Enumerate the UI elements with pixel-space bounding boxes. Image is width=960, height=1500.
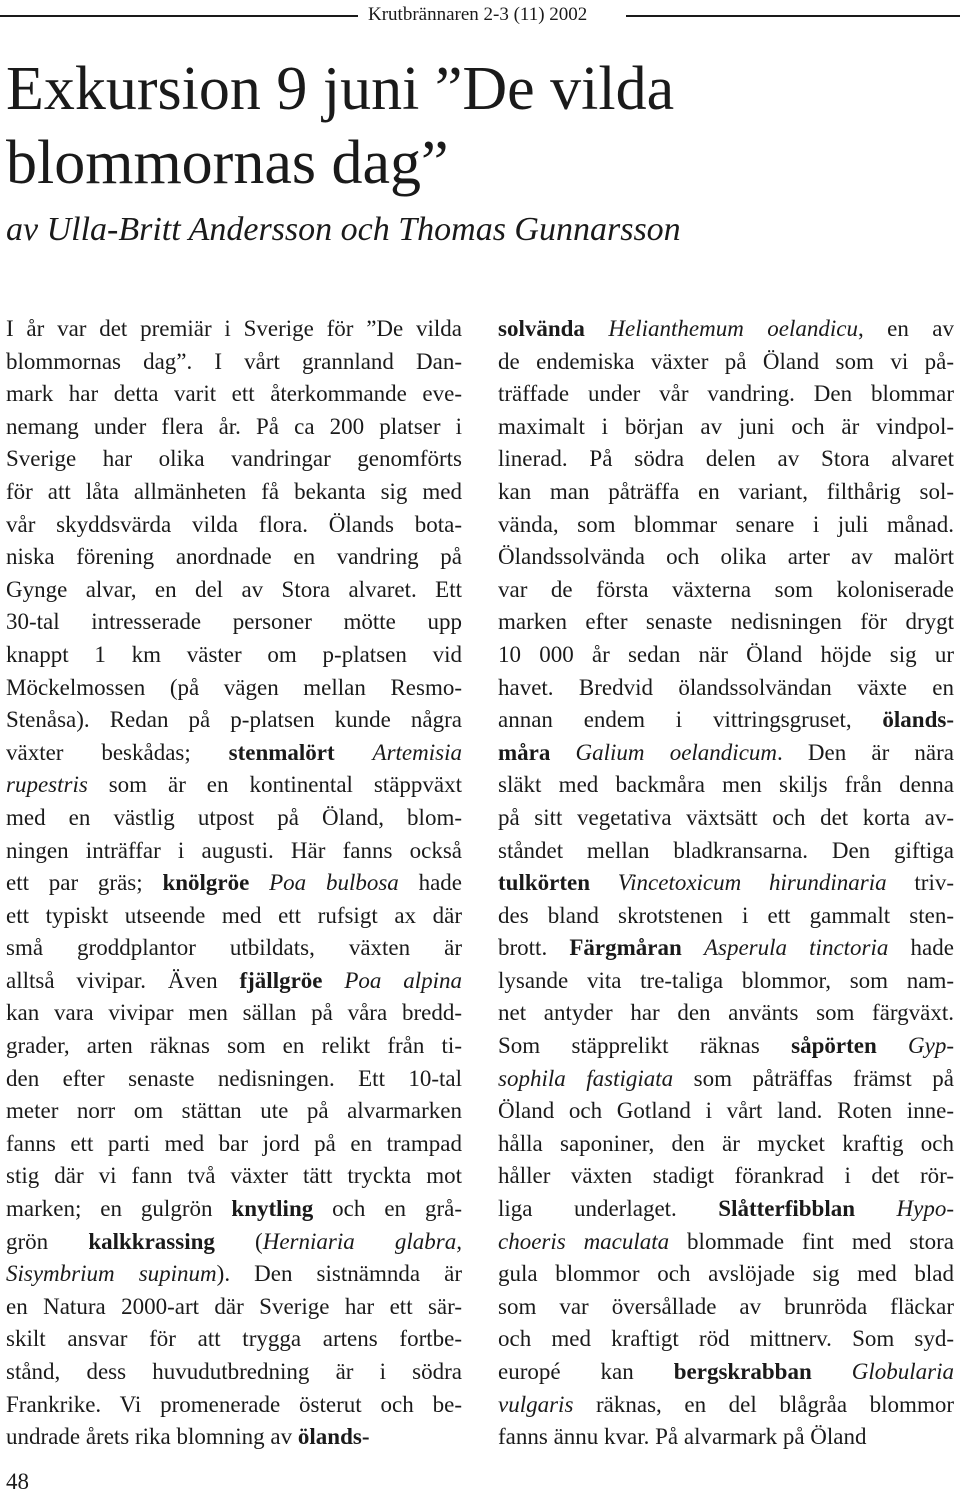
text-run bbox=[249, 870, 269, 895]
text-line bbox=[6, 606, 462, 639]
text-line bbox=[6, 1291, 462, 1324]
text-run: , en av bbox=[857, 316, 955, 341]
latin-name-italic: Poa alpina bbox=[344, 967, 462, 993]
text-line bbox=[498, 1160, 954, 1193]
text-run: blommade fint med stora bbox=[669, 1228, 954, 1254]
text-run: som var översållade av brunröda fläckar bbox=[498, 1293, 954, 1319]
text-line bbox=[6, 574, 462, 607]
text-run: och en grå- bbox=[313, 1196, 462, 1222]
body-column-right bbox=[498, 313, 954, 1454]
text-line bbox=[6, 1389, 462, 1422]
text-run: europé kan bbox=[498, 1359, 674, 1384]
text-run: för att låta allmänheten få bekanta sig med bbox=[6, 478, 462, 504]
text-line bbox=[6, 411, 462, 444]
latin-name-italic: choeris maculata bbox=[498, 1228, 670, 1254]
text-line bbox=[6, 997, 462, 1030]
species-name-bold: fjällgröe bbox=[239, 967, 323, 993]
text-run: kan man påträffa en variant, filthårig sol- bbox=[498, 478, 954, 504]
text-line bbox=[498, 476, 954, 509]
text-line bbox=[6, 541, 462, 574]
text-line bbox=[498, 1291, 954, 1324]
body-column-left bbox=[6, 313, 462, 1454]
text-line bbox=[498, 1193, 954, 1226]
text-line bbox=[6, 1128, 462, 1161]
text-run: marken; en gulgrön bbox=[6, 1196, 232, 1222]
text-run: var de första växterna som koloniserade bbox=[498, 576, 954, 602]
species-name-bold: knytling bbox=[231, 1196, 314, 1222]
text-line bbox=[498, 704, 954, 737]
text-run: lysande vita tre-taliga blommor, som nam- bbox=[498, 967, 954, 993]
text-run: på sitt vegetativa växtsätt och det korta av- bbox=[498, 804, 954, 830]
text-run: gula blommor och avslöjade sig med blad bbox=[498, 1261, 954, 1287]
species-name-bold: tulkörten bbox=[498, 870, 590, 896]
text-run: vår skyddsvärda vilda flora. Ölands bota- bbox=[6, 511, 462, 537]
text-run: knappt 1 km väster om p-platsen vid bbox=[6, 641, 462, 667]
text-line bbox=[498, 1323, 954, 1356]
text-run: hade bbox=[888, 935, 954, 961]
text-line bbox=[6, 1095, 462, 1128]
text-run: med en västlig utpost på Öland, blom- bbox=[6, 804, 462, 830]
text-line bbox=[498, 737, 954, 770]
text-run bbox=[877, 1033, 908, 1058]
text-run: I år var det premiär i Sverige för ”De vilda bbox=[6, 316, 462, 341]
text-line bbox=[498, 574, 954, 607]
species-name-bold: ölands- bbox=[882, 707, 954, 733]
text-line bbox=[6, 639, 462, 672]
text-run: grön bbox=[6, 1228, 89, 1254]
text-line bbox=[498, 997, 954, 1030]
page-number: 48 bbox=[6, 1469, 29, 1494]
article-title-line-1: Exkursion 9 juni ”De vilda bbox=[6, 55, 675, 123]
text-line bbox=[6, 378, 462, 411]
text-run bbox=[323, 968, 345, 993]
header-rule-right bbox=[626, 15, 960, 17]
text-run: släkt med backmåra men skiljs från denna bbox=[498, 772, 954, 798]
text-run: des bland skrotstenen i ett gammalt sten- bbox=[498, 902, 954, 928]
latin-name-italic: Sisymbrium supinum bbox=[6, 1261, 217, 1287]
text-line bbox=[498, 541, 954, 574]
latin-name-italic: Hypo- bbox=[896, 1196, 955, 1222]
text-run: fanns ett parti med bar jord på en trampad bbox=[6, 1130, 462, 1156]
latin-name-italic: Globularia bbox=[851, 1359, 954, 1384]
latin-name-italic: sophila fastigiata bbox=[498, 1065, 674, 1091]
text-run: maximalt i början av juni och är vindpol- bbox=[498, 413, 954, 439]
article-title-line-2: blommornas dag” bbox=[6, 129, 449, 197]
text-run: net antyder har den använts som färgväxt. bbox=[498, 1000, 954, 1026]
text-run: ett par gräs; bbox=[6, 870, 163, 896]
text-run: skilt ansvar för att trygga artens fortbe- bbox=[6, 1326, 462, 1352]
text-run: hade bbox=[398, 870, 463, 896]
text-line bbox=[498, 900, 954, 933]
latin-name-italic: Poa bulbosa bbox=[269, 870, 399, 896]
text-run: triv- bbox=[886, 870, 955, 896]
text-line bbox=[498, 1258, 954, 1291]
text-run: mark har detta varit ett återkommande eve- bbox=[6, 381, 462, 407]
text-line bbox=[498, 1095, 954, 1128]
text-run: räknas, en del blågråa blommor bbox=[573, 1391, 954, 1417]
text-run: ). Den sistnämnda är bbox=[216, 1261, 462, 1287]
text-run: och med kraftigt röd mittnerv. Som syd- bbox=[498, 1326, 954, 1352]
text-run bbox=[590, 870, 618, 895]
text-line bbox=[498, 932, 954, 965]
running-header bbox=[0, 4, 960, 28]
text-line bbox=[498, 443, 954, 476]
text-line bbox=[498, 672, 954, 705]
species-name-bold: bergskrabban bbox=[673, 1359, 812, 1384]
text-line bbox=[6, 867, 462, 900]
text-line bbox=[6, 1160, 462, 1193]
text-line bbox=[498, 1389, 954, 1422]
journal-issue: Krutbrännaren 2-3 (11) 2002 bbox=[368, 4, 588, 25]
text-run: de endemiska växter på Öland som vi på- bbox=[498, 348, 954, 374]
text-run: 10 000 år sedan när Öland höjde sig ur bbox=[498, 641, 954, 667]
text-line bbox=[6, 476, 462, 509]
text-run: kan vara vivipar men sällan på våra bredd- bbox=[6, 1000, 462, 1026]
text-line bbox=[6, 835, 462, 868]
text-line bbox=[6, 1356, 462, 1389]
text-run: Gynge alvar, en del av Stora alvaret. Ett bbox=[6, 576, 462, 602]
text-line bbox=[6, 900, 462, 933]
text-run bbox=[812, 1359, 852, 1384]
species-name-bold: ölands- bbox=[297, 1424, 370, 1450]
text-line bbox=[498, 1356, 954, 1389]
text-run: . Den är nära bbox=[777, 739, 955, 765]
text-run: brott. bbox=[498, 935, 570, 961]
article-title bbox=[6, 52, 946, 200]
species-name-bold: såpörten bbox=[791, 1033, 877, 1059]
latin-name-italic: Gyp- bbox=[908, 1033, 955, 1059]
text-line bbox=[498, 835, 954, 868]
text-run: Som stäpprelikt räknas bbox=[498, 1033, 792, 1059]
text-run: 30-tal intresserade personer mötte upp bbox=[6, 609, 462, 635]
text-line bbox=[6, 509, 462, 542]
text-line bbox=[498, 1030, 954, 1063]
text-run: Sverige har olika vandringar genomförts bbox=[6, 446, 462, 472]
text-line bbox=[498, 639, 954, 672]
species-name-bold: kalkkrassing bbox=[88, 1228, 215, 1254]
species-name-bold: Slåtterfibblan bbox=[718, 1196, 856, 1222]
text-run: marken efter senaste nedisningen för drygt bbox=[498, 609, 954, 635]
text-line bbox=[6, 737, 462, 770]
text-line bbox=[6, 704, 462, 737]
text-line bbox=[6, 346, 462, 379]
text-run: träffade under vår vandring. Den blommar bbox=[498, 381, 954, 407]
text-line bbox=[6, 932, 462, 965]
text-run: Stenåsa). Redan på p-platsen kunde några bbox=[6, 707, 462, 733]
text-line bbox=[6, 1421, 462, 1454]
text-run bbox=[335, 740, 373, 765]
text-run: som påträffas främst på bbox=[673, 1065, 954, 1091]
text-run: stig där vi fann två växter tätt tryckta mot bbox=[6, 1163, 462, 1189]
text-run: stånd, dess huvudutbredning är i södra bbox=[6, 1359, 462, 1384]
text-run: nemang under flera år. På ca 200 platser i bbox=[6, 413, 462, 439]
text-line bbox=[6, 1063, 462, 1096]
text-run bbox=[855, 1196, 897, 1221]
text-run: ett typiskt utseende med ett rufsigt ax där bbox=[6, 902, 462, 928]
text-line bbox=[498, 1421, 954, 1454]
text-run: havet. Bredvid ölandssolvändan växte en bbox=[498, 674, 954, 700]
text-line bbox=[6, 802, 462, 835]
text-run: linerad. På södra delen av Stora alvaret bbox=[498, 446, 954, 472]
latin-name-italic: Galium oelandicum bbox=[575, 739, 778, 765]
header-rule-left bbox=[0, 15, 358, 17]
text-line bbox=[498, 313, 954, 346]
text-line bbox=[6, 672, 462, 705]
text-run: små groddplantor utbildats, växten är bbox=[6, 935, 462, 961]
latin-name-italic: vulgaris bbox=[498, 1391, 574, 1417]
latin-name-italic: Artemisia bbox=[372, 739, 462, 765]
text-run: som är en kontinental stäppväxt bbox=[87, 772, 462, 798]
text-run: ståndet mellan bladkransarna. Den giftiga bbox=[498, 837, 954, 863]
text-run: ( bbox=[214, 1228, 263, 1254]
latin-name-italic: Vincetoxicum hirundinaria bbox=[617, 870, 887, 896]
text-line bbox=[6, 1323, 462, 1356]
text-run: fanns ännu kvar. På alvarmark på Öland bbox=[498, 1424, 867, 1450]
text-line bbox=[498, 346, 954, 379]
text-line bbox=[6, 1258, 462, 1291]
text-run: vända, som blommar senare i juli månad. bbox=[498, 511, 954, 537]
text-run: Frankrike. Vi promenerade österut och be- bbox=[6, 1391, 462, 1417]
species-name-bold: Färgmåran bbox=[569, 935, 682, 961]
text-line bbox=[498, 509, 954, 542]
text-line bbox=[498, 1063, 954, 1096]
text-run: Öland och Gotland i vårt land. Roten inne- bbox=[498, 1098, 954, 1124]
text-run bbox=[585, 316, 608, 341]
text-line bbox=[6, 1193, 462, 1226]
species-name-bold: måra bbox=[498, 739, 551, 765]
text-line bbox=[498, 965, 954, 998]
text-line bbox=[6, 443, 462, 476]
text-run: blommornas dag”. I vårt grannland Dan- bbox=[6, 348, 462, 374]
text-run: håller växten stadigt förankrad i det rör- bbox=[498, 1163, 954, 1189]
text-run: ningen inträffar i augusti. Här fanns också bbox=[6, 837, 462, 863]
text-line bbox=[6, 1030, 462, 1063]
text-line bbox=[6, 1226, 462, 1259]
text-run: grader, arten räknas som en relikt från ti- bbox=[6, 1033, 462, 1059]
latin-name-italic: Asperula tinctoria bbox=[703, 935, 889, 961]
latin-name-italic: rupestris bbox=[6, 772, 88, 798]
text-line bbox=[498, 769, 954, 802]
text-run: den efter senaste nedisningen. Ett 10-tal bbox=[6, 1065, 462, 1091]
text-run: meter norr om stättan ute på alvarmarken bbox=[6, 1098, 462, 1124]
text-line bbox=[498, 867, 954, 900]
text-run: annan endem i vittringsgruset, bbox=[498, 707, 883, 733]
species-name-bold: stenmalört bbox=[228, 739, 335, 765]
text-line bbox=[498, 606, 954, 639]
species-name-bold: solvända bbox=[498, 316, 585, 341]
text-run: växter beskådas; bbox=[6, 739, 229, 765]
text-line bbox=[6, 965, 462, 998]
article-byline: av Ulla-Britt Andersson och Thomas Gunnarsson bbox=[6, 211, 681, 248]
text-run: Möckelmossen (på vägen mellan Resmo- bbox=[6, 674, 462, 700]
latin-name-italic: Herniaria glabra, bbox=[262, 1228, 462, 1254]
text-run: undrade årets rika blomning av bbox=[6, 1424, 298, 1450]
text-run: alltså vivipar. Även bbox=[6, 967, 240, 993]
text-line bbox=[498, 802, 954, 835]
text-run: liga underlaget. bbox=[498, 1196, 719, 1222]
text-line bbox=[498, 1226, 954, 1259]
text-line bbox=[6, 313, 462, 346]
text-run: Ölandssolvända och olika arter av malört bbox=[498, 544, 954, 570]
text-line bbox=[6, 769, 462, 802]
text-run bbox=[550, 740, 575, 765]
text-line bbox=[498, 1128, 954, 1161]
text-run: hålla saponiner, den är mycket kraftig och bbox=[498, 1130, 954, 1156]
text-line bbox=[498, 411, 954, 444]
text-run: niska förening anordnade en vandring på bbox=[6, 544, 462, 570]
species-name-bold: knölgröe bbox=[162, 870, 250, 896]
text-line bbox=[498, 378, 954, 411]
text-run: en Natura 2000-art där Sverige har ett sär- bbox=[6, 1293, 462, 1319]
text-run bbox=[682, 935, 704, 960]
latin-name-italic: Helianthemum oelandicu bbox=[608, 316, 858, 341]
